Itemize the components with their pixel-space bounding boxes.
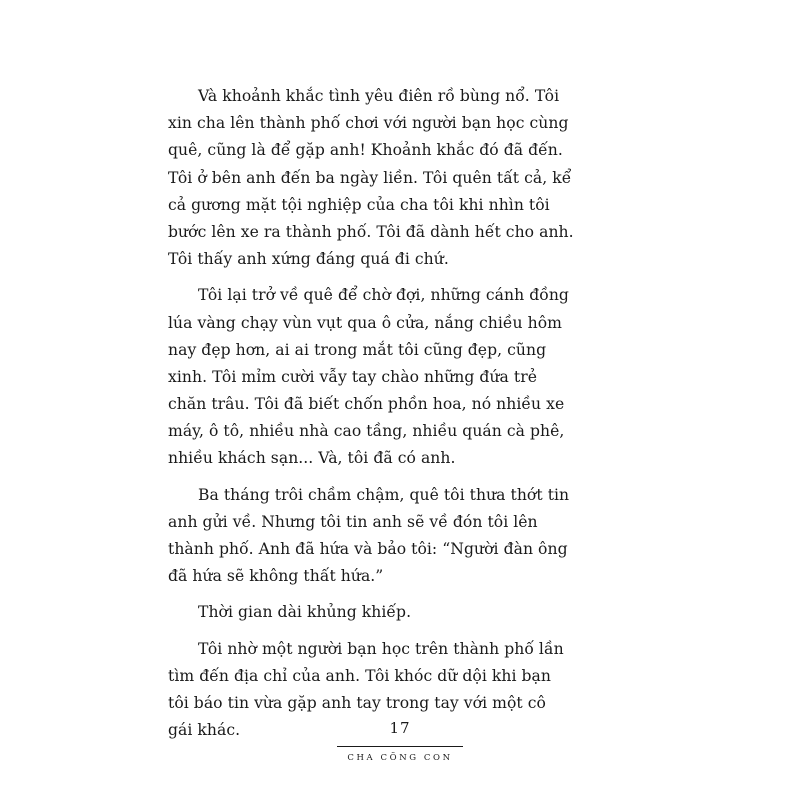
text-line: nhiều khách sạn... Và, tôi đã có anh. (168, 449, 456, 468)
text-line: Tôi lại trở về quê để chờ đợi, những cánh đồng (198, 286, 569, 305)
text-line: Tôi thấy anh xứng đáng quá đi chứ. (168, 250, 449, 269)
page-number: 17 (389, 719, 411, 737)
text-line: xin cha lên thành phố chơi với người bạn học cùng (168, 114, 569, 133)
paragraph (168, 83, 630, 273)
paragraph (168, 282, 630, 472)
text-line: tôi báo tin vừa gặp anh tay trong tay với một cô (168, 693, 546, 712)
text-line: nay đẹp hơn, ai ai trong mắt tôi cũng đẹp, cũng (168, 340, 547, 359)
text-line: anh gửi về. Nhưng tôi tin anh sẽ về đón tôi lên (168, 512, 538, 531)
text-line: Tôi nhờ một người bạn học trên thành phố lần (198, 639, 564, 658)
text-line: tìm đến địa chỉ của anh. Tôi khóc dữ dội khi bạn (168, 666, 551, 685)
paragraph (168, 599, 630, 626)
paragraph (168, 482, 630, 591)
text-line: xinh. Tôi mỉm cười vẫy tay chào những đứa trẻ (168, 367, 538, 386)
footer-divider (337, 746, 463, 747)
running-footer-title: CHA CÕNG CON (347, 753, 453, 763)
text-line: Ba tháng trôi chầm chậm, quê tôi thưa thớt tin (198, 485, 570, 504)
text-line: cả gương mặt tội nghiệp của cha tôi khi nhìn tôi (168, 195, 550, 214)
text-line: đã hứa sẽ không thất hứa.” (168, 567, 384, 586)
text-line: lúa vàng chạy vùn vụt qua ô cửa, nắng chiều hôm (168, 313, 562, 332)
text-line: Thời gian dài khủng khiếp. (198, 603, 412, 622)
text-line: gái khác. (168, 721, 241, 740)
text-line: quê, cũng là để gặp anh! Khoảnh khắc đó đã đến. (168, 141, 563, 160)
body-text (168, 83, 630, 744)
text-line: bước lên xe ra thành phố. Tôi đã dành hết cho anh. (168, 222, 574, 241)
text-line: chăn trâu. Tôi đã biết chốn phồn hoa, nó nhiều xe (168, 395, 565, 414)
text-line: Tôi ở bên anh đến ba ngày liền. Tôi quên tất cả, kể (168, 168, 572, 187)
text-line: thành phố. Anh đã hứa và bảo tôi: “Người đàn ông (168, 540, 568, 558)
text-line: máy, ô tô, nhiều nhà cao tầng, nhiều quán cà phê, (168, 422, 565, 441)
text-line: Và khoảnh khắc tình yêu điên rồ bùng nổ. Tôi (198, 87, 560, 105)
